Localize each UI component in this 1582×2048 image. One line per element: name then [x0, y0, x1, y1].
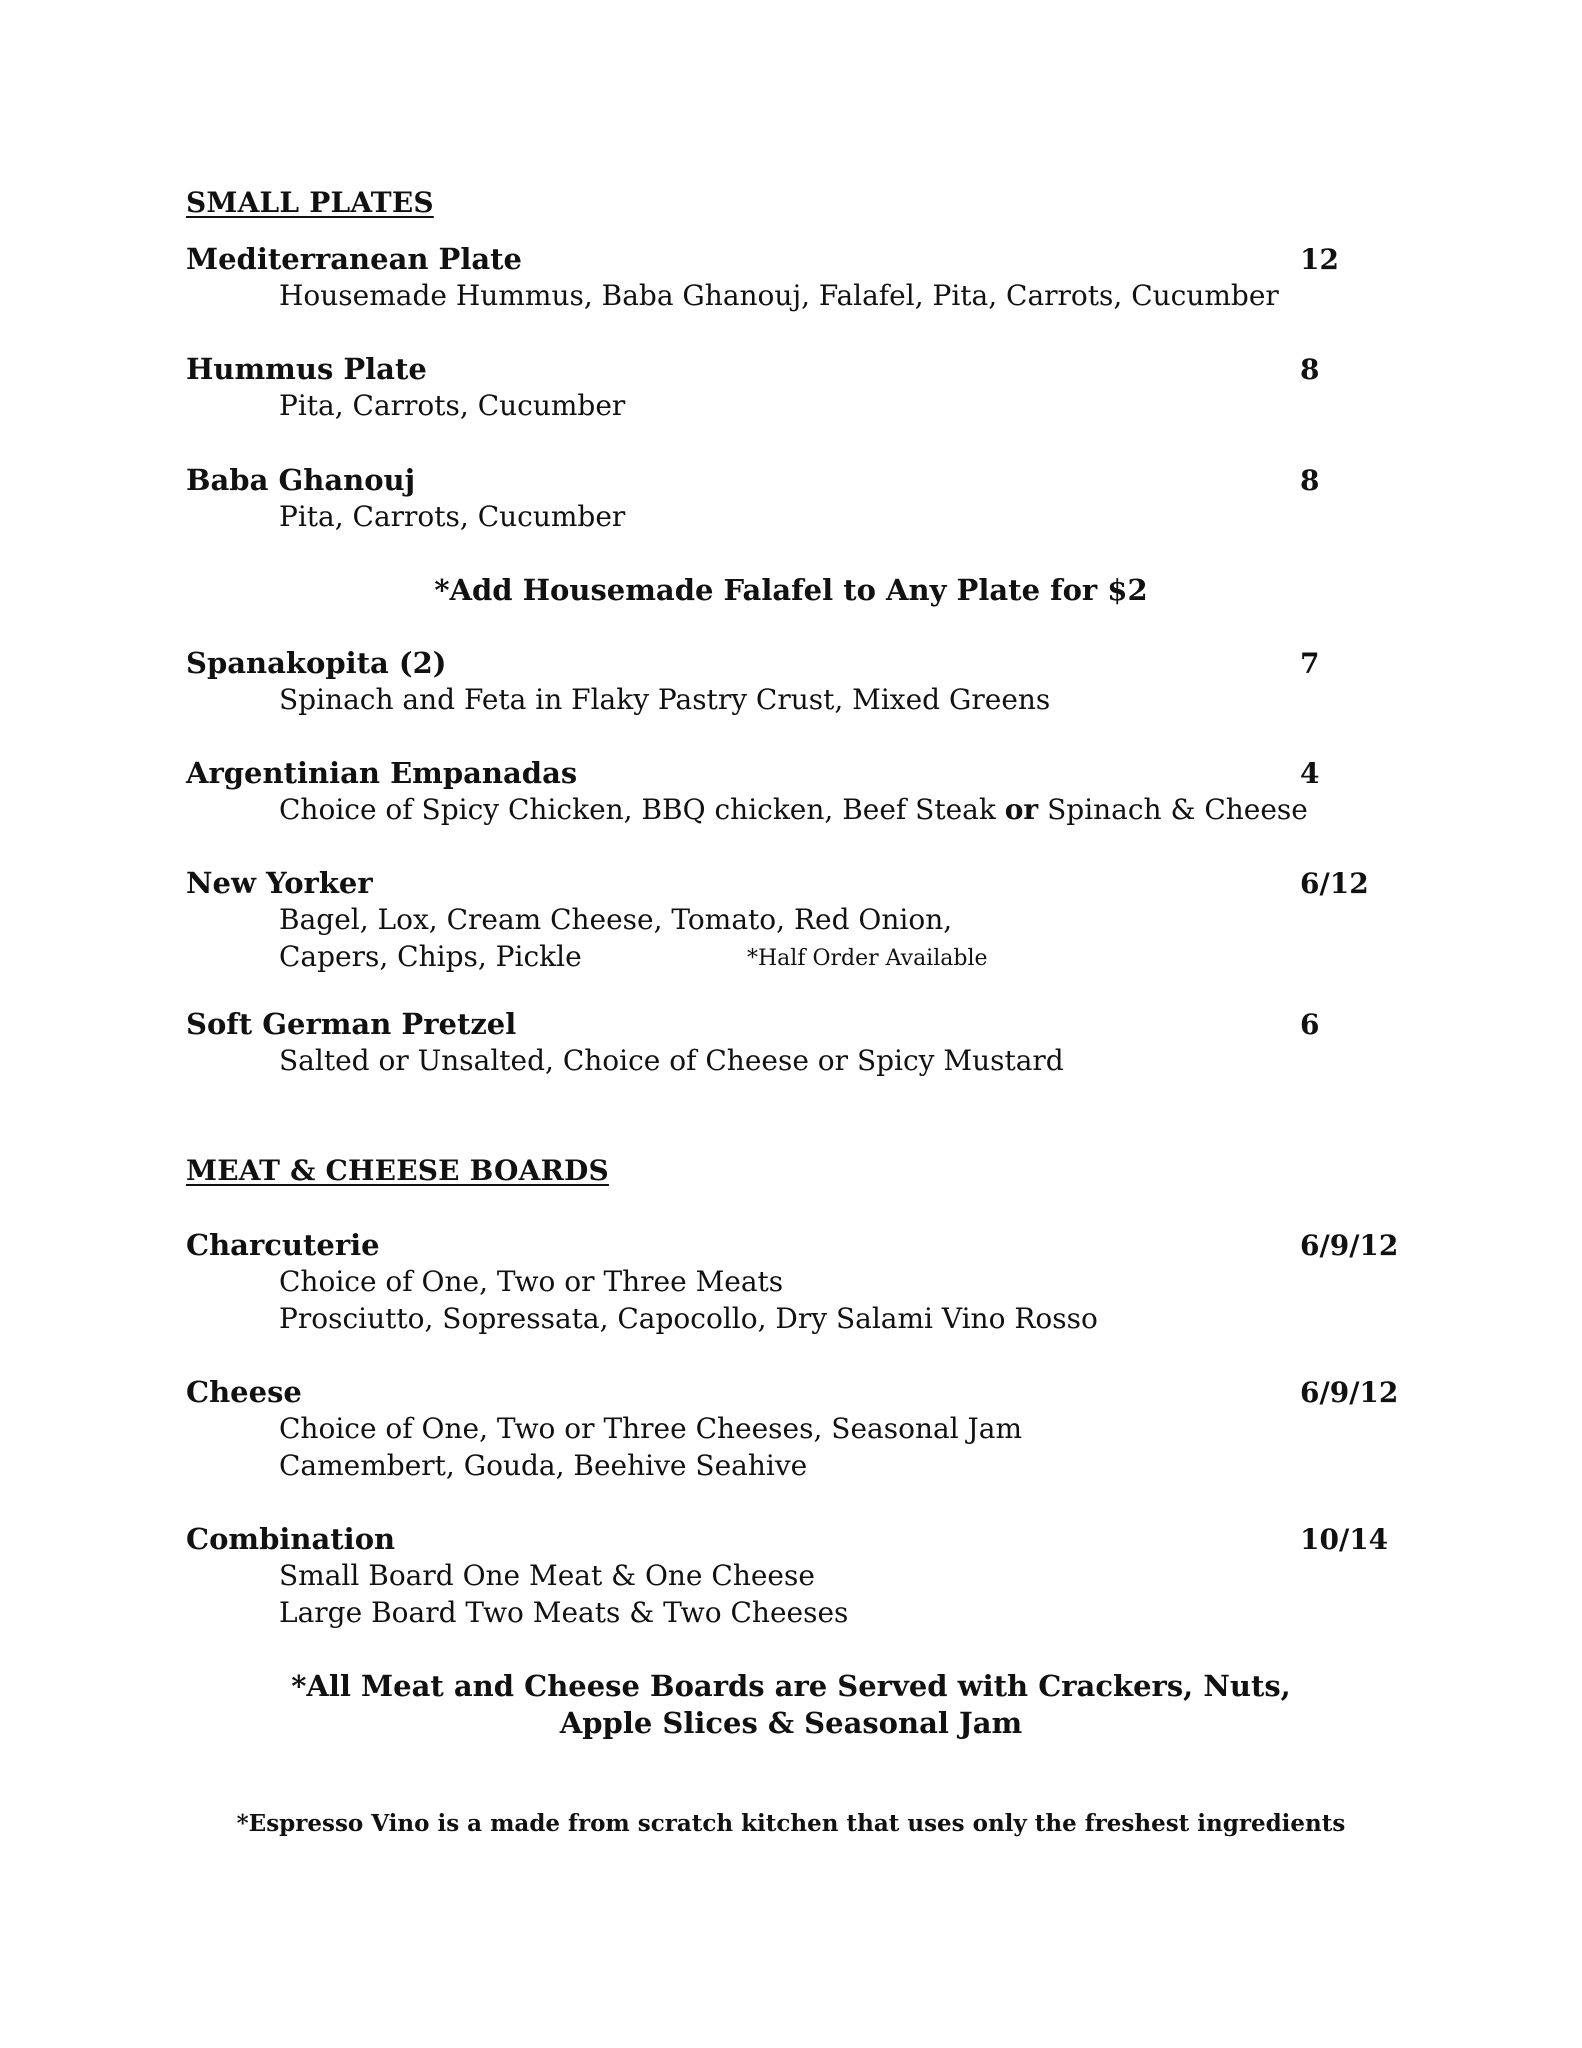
item-price-charcuterie: 6/9/12: [1300, 1229, 1399, 1262]
item-price-baba-ghanouj: 8: [1300, 464, 1320, 497]
empanadas-desc-part-1: Choice of Spicy Chicken, BBQ chicken, Beef Steak: [279, 793, 1005, 826]
item-desc-soft-german-pretzel: Salted or Unsalted, Choice of Cheese or Spicy Mustard: [279, 1044, 1064, 1077]
boards-served-note-line-1: *All Meat and Cheese Boards are Served with Crackers, Nuts,: [291, 1669, 1291, 1703]
item-price-soft-german-pretzel: 6: [1300, 1008, 1320, 1041]
item-name-charcuterie: Charcuterie: [186, 1228, 380, 1262]
item-name-spanakopita: Spanakopita (2): [186, 646, 447, 680]
item-price-combination: 10/14: [1300, 1523, 1389, 1556]
kitchen-footer-note: *Espresso Vino is a made from scratch kitchen that uses only the freshest ingredients: [236, 1810, 1346, 1837]
item-name-cheese: Cheese: [186, 1375, 302, 1409]
falafel-addon-note: *Add Housemade Falafel to Any Plate for $2: [434, 573, 1148, 607]
item-name-mediterranean-plate: Mediterranean Plate: [186, 242, 523, 276]
item-price-argentinian-empanadas: 4: [1300, 757, 1320, 790]
item-desc-new-yorker-line-1: Bagel, Lox, Cream Cheese, Tomato, Red Onion,: [279, 903, 953, 936]
item-desc-combination-line-1: Small Board One Meat & One Cheese: [279, 1559, 815, 1592]
item-name-hummus-plate: Hummus Plate: [186, 352, 427, 386]
item-desc-mediterranean-plate: Housemade Hummus, Baba Ghanouj, Falafel, Pita, Carrots, Cucumber: [279, 279, 1279, 312]
item-name-new-yorker: New Yorker: [186, 866, 373, 900]
item-name-combination: Combination: [186, 1522, 396, 1556]
item-desc-argentinian-empanadas: [279, 793, 1308, 826]
half-order-note: *Half Order Available: [747, 946, 988, 971]
item-desc-charcuterie-line-1: Choice of One, Two or Three Meats: [279, 1265, 784, 1298]
item-price-spanakopita: 7: [1300, 647, 1320, 680]
item-price-cheese: 6/9/12: [1300, 1376, 1399, 1409]
item-desc-combination-line-2: Large Board Two Meats & Two Cheeses: [279, 1596, 849, 1629]
empanadas-desc-or: or: [1004, 793, 1039, 826]
item-desc-spanakopita: Spinach and Feta in Flaky Pastry Crust, Mixed Greens: [279, 683, 1051, 716]
item-price-hummus-plate: 8: [1300, 353, 1320, 386]
empanadas-desc-part-2: Spinach & Cheese: [1038, 793, 1308, 826]
item-desc-cheese-line-1: Choice of One, Two or Three Cheeses, Seasonal Jam: [279, 1412, 1023, 1445]
boards-served-note-line-2: Apple Slices & Seasonal Jam: [559, 1706, 1023, 1740]
meat-cheese-boards-heading: MEAT & CHEESE BOARDS: [186, 1154, 609, 1187]
item-name-argentinian-empanadas: Argentinian Empanadas: [186, 756, 578, 790]
small-plates-heading: SMALL PLATES: [186, 186, 434, 219]
item-price-mediterranean-plate: 12: [1300, 243, 1339, 276]
item-desc-hummus-plate: Pita, Carrots, Cucumber: [279, 389, 626, 422]
item-desc-charcuterie-line-2: Prosciutto, Sopressata, Capocollo, Dry Salami Vino Rosso: [279, 1302, 1098, 1335]
item-price-new-yorker: 6/12: [1300, 867, 1369, 900]
item-name-soft-german-pretzel: Soft German Pretzel: [186, 1007, 517, 1041]
item-desc-baba-ghanouj: Pita, Carrots, Cucumber: [279, 500, 626, 533]
item-name-baba-ghanouj: Baba Ghanouj: [186, 463, 416, 497]
item-desc-new-yorker-line-2: Capers, Chips, Pickle: [279, 940, 582, 973]
item-desc-cheese-line-2: Camembert, Gouda, Beehive Seahive: [279, 1449, 808, 1482]
